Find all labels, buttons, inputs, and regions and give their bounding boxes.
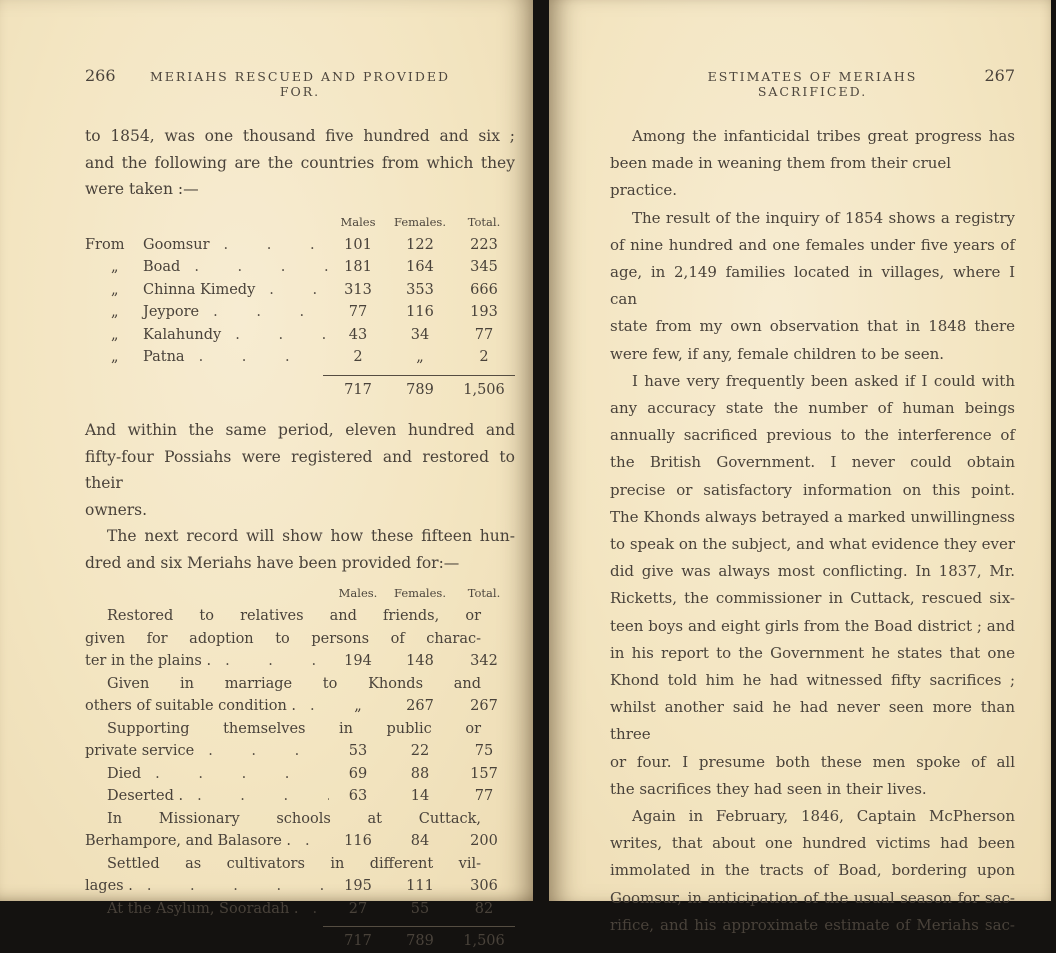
right-running-head <box>610 66 1015 99</box>
row-label-line: In Missionary schools at Cuttack, <box>107 810 481 827</box>
females-value: 164 <box>406 259 434 275</box>
text-line: any accuracy state the number of human beings <box>610 399 1015 418</box>
males-value: 69 <box>348 765 368 782</box>
row-label-line: ter in the plains . <box>85 653 212 669</box>
leader-dots <box>133 875 329 898</box>
table-row <box>85 324 515 347</box>
text-line: And within the same period, eleven hundred and <box>85 421 515 439</box>
text-line: I have very frequently been asked if I could with <box>632 371 1015 390</box>
totals-total: 1,506 <box>463 381 505 398</box>
females-value: 84 <box>410 833 430 849</box>
total-value: 200 <box>470 833 498 849</box>
totals-row <box>85 930 515 953</box>
text-line: Again in February, 1846, Captain McPherson <box>632 807 1015 826</box>
leader-dots <box>185 346 329 369</box>
row-prefix-ditto: „ <box>111 259 119 275</box>
text-line: The result of the inquiry of 1854 shows a registry <box>632 208 1015 227</box>
males-value: 194 <box>344 653 372 669</box>
total-value: 345 <box>470 259 498 275</box>
text-line: Goomsur, in anticipation of the usual season for sac- <box>610 888 1015 907</box>
country-label: Chinna Kimedy <box>143 281 256 298</box>
total-value: 77 <box>474 788 494 804</box>
text-line: the sacrifices they had seen in their lives. <box>610 779 927 798</box>
text-line: annually sacrificed previous to the interference of <box>610 426 1015 445</box>
text-line: teen boys and eight girls from the Boad district ; and <box>610 616 1015 635</box>
text-line: writes, that about one hundred victims had been <box>610 834 1015 853</box>
table-row <box>85 234 515 257</box>
totals-row <box>85 379 515 402</box>
row-prefix: From <box>85 236 125 253</box>
females-value: 111 <box>406 878 434 894</box>
text-line: of nine hundred and one females under five years of <box>610 235 1015 254</box>
text-line: to speak on the subject, and what evidence they ever <box>610 535 1015 554</box>
col-header-females: Females. <box>394 214 446 229</box>
country-label: Jeypore <box>143 304 200 320</box>
total-value: 82 <box>474 900 494 917</box>
text-line: Khond told him he had witnessed fifty sacrifices ; <box>610 671 1015 690</box>
table-row <box>85 718 515 763</box>
text-line: and the following are the countries from which they <box>85 153 515 172</box>
females-value: 22 <box>410 743 430 759</box>
row-label-line: At the Asylum, Sooradah . <box>107 900 299 917</box>
row-label-line: Died <box>107 765 142 782</box>
leader-dots <box>296 695 329 718</box>
right-page <box>549 0 1051 934</box>
countries-table <box>85 213 515 402</box>
row-label-line: private service <box>85 743 195 759</box>
country-label: Kalahundy <box>143 326 222 343</box>
females-value: 14 <box>410 788 430 804</box>
leader-dots <box>180 256 329 279</box>
row-prefix-ditto: „ <box>111 326 119 343</box>
males-value: 77 <box>348 304 368 320</box>
text-line: The Khonds always betrayed a marked unwillingness <box>610 507 1015 526</box>
row-prefix-ditto: „ <box>111 349 119 365</box>
col-header-total: Total. <box>467 214 501 229</box>
males-value: 63 <box>348 788 368 804</box>
table-row <box>85 763 515 786</box>
row-label-line: Settled as cultivators in different vil- <box>107 855 481 872</box>
text-line: precise or satisfactory information on this point. <box>610 480 1015 499</box>
text-line: in his report to the Government he states that one <box>610 643 1015 662</box>
text-line: rifice, and his approximate estimate of Meriahs sac- <box>610 915 1015 934</box>
totals-females: 789 <box>406 933 434 949</box>
females-value: 122 <box>406 236 434 253</box>
left-running-header-title: MERIAHS RESCUED AND PROVIDED FOR. <box>149 69 450 99</box>
text-line: The next record will show how these fifteen hun- <box>107 527 515 545</box>
total-value: 666 <box>470 281 498 298</box>
text-line: the British Government. I never could obtain <box>610 453 1015 472</box>
males-value: 181 <box>344 259 372 275</box>
males-value: 116 <box>344 833 372 849</box>
total-value: 223 <box>470 236 498 253</box>
col-header-females: Females. <box>394 586 446 600</box>
totals-females: 789 <box>406 381 434 398</box>
row-label-line: lages . <box>85 878 133 894</box>
leader-dots <box>291 830 329 853</box>
row-label-line: given for adoption to persons of charac- <box>85 630 481 647</box>
totals-males: 717 <box>344 381 372 398</box>
males-value: „ <box>354 698 362 714</box>
provided-table-header <box>85 584 515 602</box>
text-line: age, in 2,149 families located in villages, where I can <box>610 263 1015 309</box>
row-prefix-ditto: „ <box>111 281 119 298</box>
text-line: immolated in the tracts of Boad, bordering upon <box>610 861 1015 880</box>
males-value: 101 <box>344 236 372 253</box>
leader-dots <box>211 650 329 673</box>
countries-table-header <box>85 213 515 231</box>
totals-males: 717 <box>344 933 372 949</box>
males-value: 53 <box>348 743 368 759</box>
provided-for-table <box>85 584 515 953</box>
males-value: 313 <box>344 281 372 298</box>
row-label-line: Supporting themselves in public or <box>107 720 481 737</box>
totals-rule <box>323 375 515 376</box>
text-line: state from my own observation that in 1848 there <box>610 317 1015 336</box>
table-row <box>85 346 515 369</box>
col-header-males: Males. <box>338 586 378 600</box>
leader-dots <box>210 234 329 257</box>
table-row <box>85 279 515 302</box>
females-value: „ <box>416 349 424 365</box>
text-line: did give was always most conflicting. In 1837, Mr. <box>610 562 1015 581</box>
text-line: fifty-four Possiahs were registered and restored to their <box>85 447 515 492</box>
leader-dots <box>199 301 329 324</box>
males-value: 43 <box>348 326 368 343</box>
total-value: 75 <box>474 743 494 759</box>
males-value: 27 <box>348 900 368 917</box>
table-row <box>85 808 515 853</box>
total-value: 267 <box>470 698 498 714</box>
text-line: dred and six Meriahs have been provided for:— <box>85 553 460 572</box>
col-header-total: Total. <box>467 586 501 600</box>
table-row <box>85 853 515 898</box>
row-label-line: others of suitable condition . <box>85 698 297 714</box>
females-value: 116 <box>406 304 434 320</box>
leader-dots <box>194 740 329 763</box>
text-line: to 1854, was one thousand five hundred and six ; <box>85 127 515 145</box>
leader-dots <box>255 279 329 302</box>
right-page-number: 267 <box>984 66 1015 85</box>
text-line: Ricketts, the commissioner in Cuttack, rescued six- <box>610 589 1015 608</box>
text-line: were taken :— <box>85 180 199 198</box>
table-row <box>85 785 515 808</box>
total-value: 157 <box>470 765 498 782</box>
males-value: 2 <box>353 349 363 365</box>
females-value: 88 <box>410 765 430 782</box>
row-label-line: Restored to relatives and friends, or <box>107 608 481 624</box>
females-value: 55 <box>410 900 430 917</box>
right-running-header-title: ESTIMATES OF MERIAHS SACRIFICED. <box>707 69 918 99</box>
totals-rule <box>323 926 515 927</box>
males-value: 195 <box>344 878 372 894</box>
country-label: Goomsur <box>143 236 210 253</box>
text-line: or four. I presume both these men spoke of all <box>610 752 1015 771</box>
total-value: 193 <box>470 304 498 320</box>
text-line: were few, if any, female children to be seen. <box>610 344 945 363</box>
table-row <box>85 256 515 279</box>
col-header-males: Males <box>340 214 376 229</box>
country-label: Patna <box>143 349 185 365</box>
table-row <box>85 301 515 324</box>
text-line: been made in weaning them from their cruel practice. <box>610 154 952 200</box>
leader-dots <box>141 763 329 786</box>
left-running-head <box>85 66 515 99</box>
total-value: 77 <box>474 326 494 343</box>
leader-dots <box>221 324 329 347</box>
text-line: owners. <box>85 500 148 519</box>
leader-dots <box>183 785 329 808</box>
table-row <box>85 673 515 718</box>
table-row <box>85 605 515 673</box>
left-page-number: 266 <box>85 66 116 85</box>
text-line: Among the infanticidal tribes great progress has <box>632 127 1015 145</box>
row-label-line: Given in marriage to Khonds and <box>107 675 481 692</box>
row-label-line: Berhampore, and Balasore . <box>85 833 292 849</box>
totals-total: 1,506 <box>463 933 505 949</box>
females-value: 353 <box>406 281 434 298</box>
females-value: 148 <box>406 653 434 669</box>
country-label: Boad <box>143 259 181 275</box>
females-value: 34 <box>410 326 430 343</box>
total-value: 2 <box>479 349 489 365</box>
row-label-line: Deserted . <box>107 788 184 804</box>
row-prefix-ditto: „ <box>111 304 119 320</box>
females-value: 267 <box>406 698 434 714</box>
text-line: whilst another said he had never seen more than three <box>610 698 1015 744</box>
total-value: 342 <box>470 653 498 669</box>
total-value: 306 <box>470 878 498 894</box>
